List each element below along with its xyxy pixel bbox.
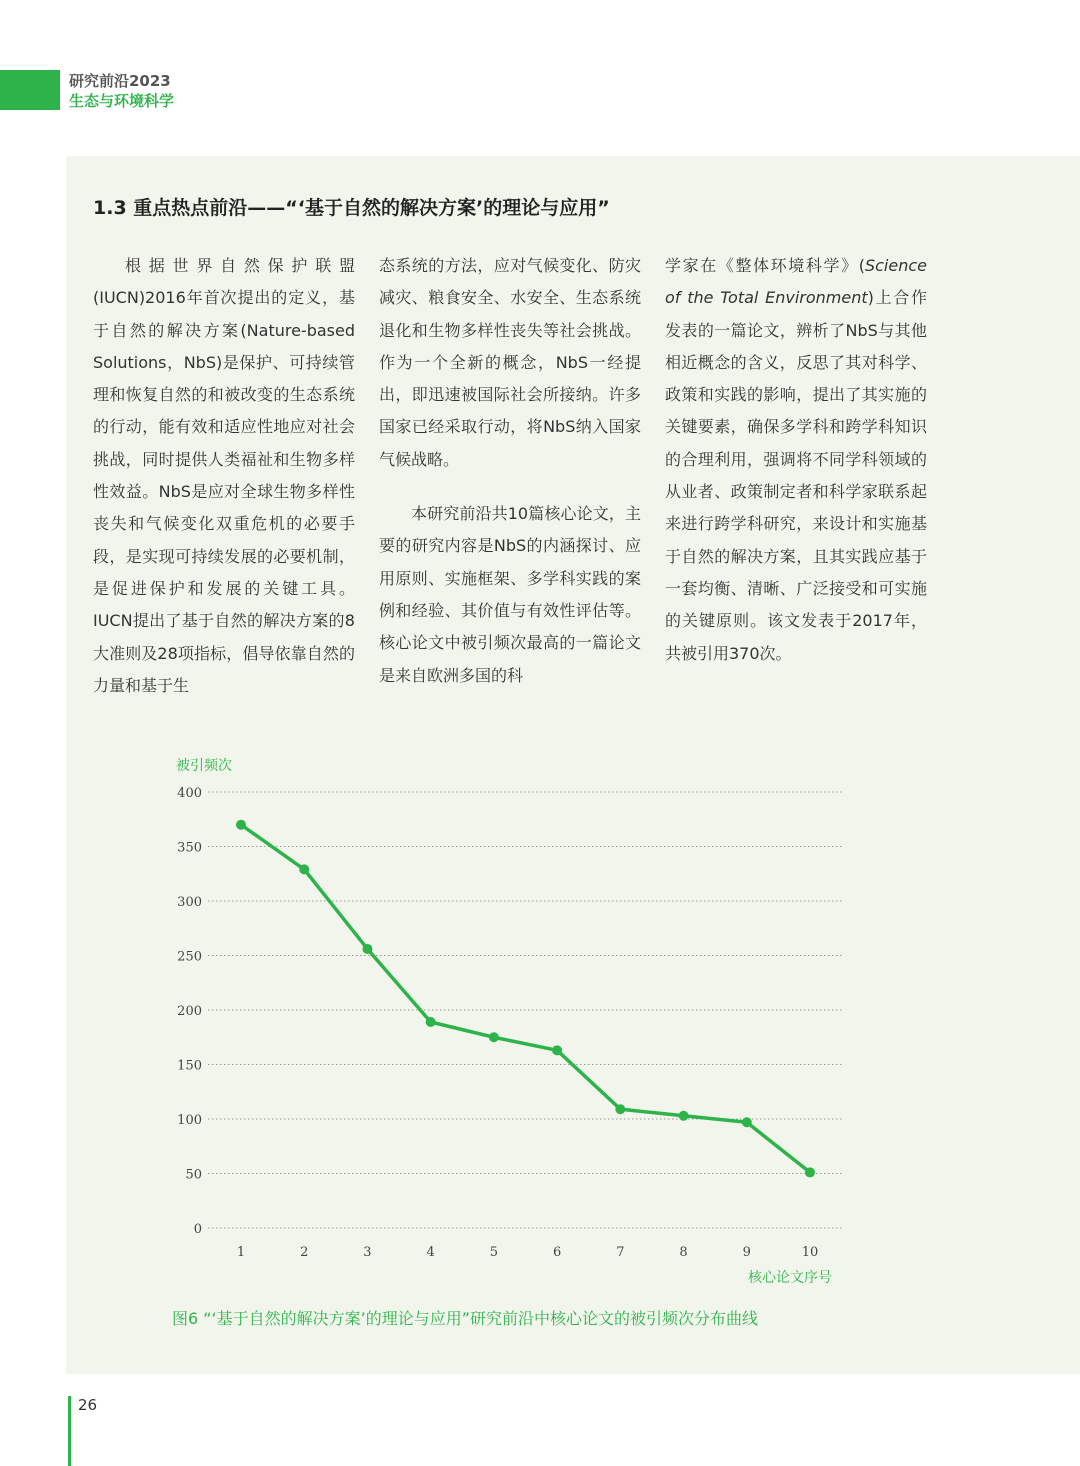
data-point — [742, 1117, 752, 1127]
y-tick-label: 100 — [177, 1113, 202, 1128]
data-point — [552, 1045, 562, 1055]
y-tick-label: 150 — [177, 1058, 202, 1074]
data-point — [299, 864, 309, 874]
data-point — [615, 1104, 625, 1114]
y-tick-label: 400 — [177, 786, 202, 801]
text-run: 学家在《整体环境科学》( — [665, 256, 865, 275]
paragraph: 根据世界自然保护联盟(IUCN)2016年首次提出的定义，基于自然的解决方案(Nature-based Solutions，NbS)是保护、可持续管理和恢复自然的和被改变的生态系统的行动，能有效和适应性地应对社会挑战，同时提供人类福祉和生物多样性效益。NbS是应对全球生物多样性丧失和气候变化双重危机的必要手段，是实现可持续发展的必要机制，是促进保护和发展的关键工具。IUCN提出了基于自然的解决方案的8大准则及28项指标，倡导依靠自然的力量和基于生 — [93, 256, 355, 695]
y-tick-label: 250 — [177, 949, 202, 965]
text-run: )上合作发表的一篇论文，辨析了NbS与其他相近概念的含义，反思了其对科学、政策和实践的影响，提出了其实施的关键要素，确保多学科和跨学科知识的合理利用，强调将不同学科领域的从业者、政策制定者和科学家联系起来进行跨学科研究，来设计和实施基于自然的解决方案，且其实践应基于一套均衡、清晰、广泛接受和可实施的关键原则。该文发表于2017年，共被引用370次。 — [665, 288, 927, 663]
data-point — [426, 1017, 436, 1027]
x-tick-label: 10 — [801, 1245, 819, 1260]
header-section-title: 生态与环境科学 — [69, 92, 175, 110]
x-axis-title: 核心论文序号 — [748, 1270, 832, 1286]
page-accent-bar — [68, 1396, 71, 1466]
data-point — [805, 1167, 815, 1177]
figure-caption: 图6 “‘基于自然的解决方案’的理论与应用”研究前沿中核心论文的被引频次分布曲线 — [172, 1309, 759, 1328]
x-tick-label: 7 — [616, 1245, 625, 1260]
journal-title: Science of the Total Environment — [665, 256, 927, 308]
x-tick-label: 3 — [363, 1245, 372, 1260]
y-tick-label: 50 — [185, 1167, 202, 1183]
page-number: 26 — [78, 1396, 98, 1414]
x-tick-label: 6 — [552, 1245, 562, 1260]
data-point — [236, 820, 246, 830]
section-title: 1.3 重点热点前沿——“‘基于自然的解决方案’的理论与应用” — [93, 197, 610, 219]
x-tick-label: 8 — [679, 1245, 688, 1260]
x-tick-label: 5 — [489, 1245, 499, 1260]
x-tick-label: 9 — [742, 1245, 751, 1260]
y-tick-label: 200 — [177, 1004, 202, 1019]
data-point — [679, 1111, 689, 1121]
paragraph: 本研究前沿共10篇核心论文，主要的研究内容是NbS的内涵探讨、应用原则、实施框架、多学科实践的案例和经验、其价值与有效性评估等。核心论文中被引频次最高的一篇论文是来自欧洲多国的科 — [379, 504, 641, 685]
y-tick-label: 350 — [177, 840, 202, 856]
data-point — [362, 944, 372, 954]
series-line — [241, 825, 810, 1173]
x-tick-label: 4 — [426, 1245, 435, 1260]
paragraph: 态系统的方法，应对气候变化、防灾减灾、粮食安全、水安全、生态系统退化和生物多样性丧失等社会挑战。作为一个全新的概念，NbS一经提出，即迅速被国际社会所接纳。许多国家已经采取行动，将NbS纳入国家气候战略。 — [379, 256, 641, 469]
data-point — [489, 1032, 499, 1042]
y-tick-label: 0 — [193, 1222, 202, 1237]
header-series-title: 研究前沿2023 — [69, 72, 171, 90]
y-tick-label: 300 — [177, 895, 202, 910]
x-tick-label: 1 — [236, 1245, 246, 1260]
x-tick-label: 2 — [300, 1245, 309, 1260]
y-axis-title: 被引频次 — [176, 758, 232, 774]
